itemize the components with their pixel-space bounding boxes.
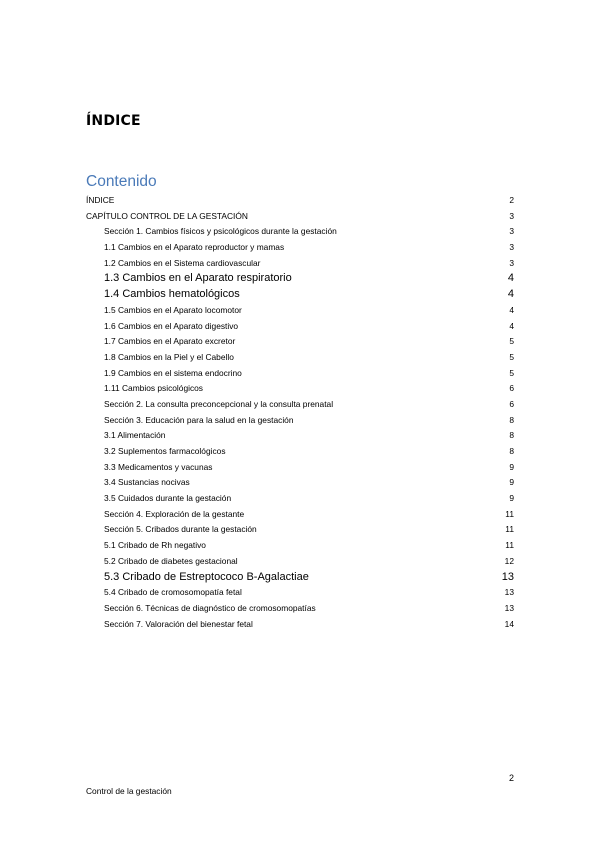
toc-entry-label: CAPÍTULO CONTROL DE LA GESTACIÓN	[86, 210, 248, 221]
toc-entry-page: 2	[509, 195, 514, 205]
toc-entry-label: Sección 1. Cambios físicos y psicológicos durante la gestación	[104, 226, 337, 237]
toc-entry-page: 5	[509, 336, 514, 347]
toc-entry-page: 4	[509, 304, 514, 315]
toc-entry-label: 5.2 Cribado de diabetes gestacional	[104, 555, 238, 566]
toc-entry[interactable]	[0, 428, 600, 444]
toc-entry[interactable]	[0, 570, 600, 586]
toc-entry-page: 11	[505, 508, 514, 519]
toc-entry[interactable]	[0, 585, 600, 601]
toc-entry-page: 12	[504, 555, 514, 566]
toc-entry-label: Sección 3. Educación para la salud en la gestación	[104, 414, 294, 425]
toc-entry[interactable]	[0, 209, 600, 225]
toc-entry[interactable]	[0, 271, 600, 287]
toc-entry[interactable]	[0, 256, 600, 272]
toc-entry-label: 1.2 Cambios en el Sistema cardiovascular	[104, 257, 261, 268]
toc-entry[interactable]	[0, 334, 600, 350]
toc-entry[interactable]	[0, 491, 600, 507]
toc-entry-label: 1.5 Cambios en el Aparato locomotor	[104, 304, 242, 315]
toc-entry-page: 9	[509, 461, 514, 472]
toc-entry-label: 1.3 Cambios en el Aparato respiratorio	[104, 272, 292, 285]
toc-entry[interactable]	[0, 538, 600, 554]
toc-entry-page: 4	[507, 272, 514, 285]
toc-entry[interactable]	[0, 507, 600, 523]
toc-entry[interactable]	[0, 366, 600, 382]
toc-entry-label: 1.9 Cambios en el sistema endocrino	[104, 367, 242, 378]
toc-entry[interactable]	[0, 617, 600, 633]
toc-entry[interactable]	[0, 460, 600, 476]
toc-entry-label: 1.11 Cambios psicológicos	[104, 383, 203, 394]
toc-entry-page: 3	[509, 257, 514, 268]
toc-entry[interactable]	[0, 303, 600, 319]
page-heading: ÍNDICE	[86, 113, 141, 129]
toc-entry-page: 6	[509, 398, 514, 409]
toc-entry-page: 9	[509, 477, 514, 488]
toc-entry-page: 13	[504, 587, 514, 598]
toc-entry-label: 1.4 Cambios hematológicos	[104, 288, 240, 301]
toc-entry[interactable]	[0, 240, 600, 256]
toc-entry-page: 3	[509, 226, 514, 237]
toc-entry[interactable]	[0, 397, 600, 413]
toc-entry-label: 3.1 Alimentación	[104, 430, 166, 441]
toc-entry[interactable]	[0, 444, 600, 460]
toc-entry-label: 3.2 Suplementos farmacológicos	[104, 446, 226, 456]
toc-entry-label: 1.7 Cambios en el Aparato excretor	[104, 336, 236, 347]
footer-text: Control de la gestación	[86, 786, 172, 796]
toc-entry-label: 1.1 Cambios en el Aparato reproductor y mamas	[104, 242, 285, 253]
toc-entry[interactable]	[0, 287, 600, 303]
toc-entry-label: 3.4 Sustancias nocivas	[104, 477, 190, 488]
toc-entry-page: 9	[509, 493, 514, 504]
toc-entry-page: 8	[509, 414, 514, 425]
toc-entry-page: 5	[509, 367, 514, 378]
toc-entry-page: 13	[504, 602, 514, 613]
toc-entry-page: 8	[509, 430, 514, 441]
toc-entry-label: Sección 4. Exploración de la gestante	[104, 508, 245, 519]
toc-entry-page: 11	[505, 524, 514, 535]
toc-entry[interactable]	[0, 413, 600, 429]
footer-page-number: 2	[508, 773, 514, 783]
toc-entry-page: 13	[501, 570, 514, 583]
toc-entry[interactable]	[0, 601, 600, 617]
toc-entry-page: 8	[509, 446, 514, 456]
toc-entry-page: 4	[509, 320, 514, 331]
toc-entry-page: 6	[509, 383, 514, 394]
toc-entry[interactable]	[0, 522, 600, 538]
toc-entry-page: 3	[509, 210, 514, 221]
toc-entry[interactable]	[0, 193, 600, 209]
toc-entry[interactable]	[0, 350, 600, 366]
toc-entry-label: 3.3 Medicamentos y vacunas	[104, 461, 213, 472]
toc-entry-label: 3.5 Cuidados durante la gestación	[104, 493, 232, 504]
toc-title: Contenido	[86, 173, 157, 190]
table-of-contents	[0, 193, 600, 632]
toc-entry-page: 4	[507, 288, 514, 301]
toc-entry-label: 5.1 Cribado de Rh negativo	[104, 540, 206, 551]
toc-entry[interactable]	[0, 554, 600, 570]
toc-entry-page: 5	[509, 351, 514, 362]
toc-entry-page: 14	[504, 618, 514, 629]
toc-entry-page: 11	[505, 540, 514, 551]
toc-entry[interactable]	[0, 319, 600, 335]
toc-entry-label: Sección 5. Cribados durante la gestación	[104, 524, 257, 535]
toc-entry-label: Sección 2. La consulta preconcepcional y la consulta prenatal	[104, 398, 334, 409]
toc-entry-page: 3	[509, 242, 514, 253]
toc-entry[interactable]	[0, 475, 600, 491]
toc-entry-label: Sección 7. Valoración del bienestar fetal	[104, 618, 253, 629]
toc-entry-label: 1.6 Cambios en el Aparato digestivo	[104, 320, 239, 331]
toc-entry[interactable]	[0, 381, 600, 397]
toc-entry-label: Sección 6. Técnicas de diagnóstico de cromosomopatías	[104, 602, 316, 613]
toc-entry-label: 1.8 Cambios en la Piel y el Cabello	[104, 351, 234, 362]
toc-entry-label: 5.3 Cribado de Estreptococo B-Agalactiae	[104, 570, 309, 583]
toc-entry[interactable]	[0, 224, 600, 240]
toc-entry-label: ÍNDICE	[86, 195, 115, 205]
toc-entry-label: 5.4 Cribado de cromosomopatía fetal	[104, 587, 242, 598]
